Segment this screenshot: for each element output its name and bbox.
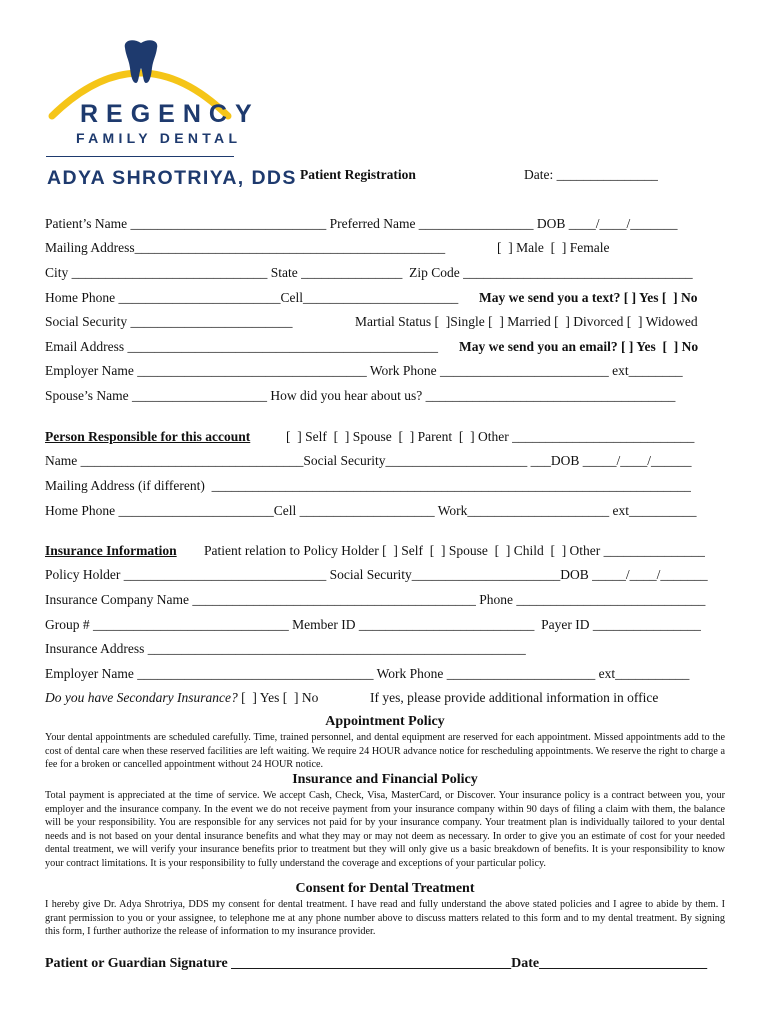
logo-name-line2: FAMILY DENTAL [76,130,242,146]
insurance-heading: Insurance Information [45,543,177,558]
email-consent-checkboxes[interactable]: May we send you an email? [ ] Yes [ ] No [459,339,699,354]
secondary-insurance-note: If yes, please provide additional information in office [370,690,659,705]
spouse-row[interactable]: Spouse’s Name ____________________ How did you hear about us? _____________________________________ [45,388,676,403]
tooth-icon [119,38,163,86]
logo-divider [46,156,234,157]
marital-status-checkboxes[interactable]: Martial Status [ ]Single [ ] Married [ ] Divorced [ ] Widowed [355,314,698,329]
responsible-heading: Person Responsible for this account [45,429,251,444]
responsible-name-row[interactable]: Name _________________________________Social Security_____________________ ___DOB _____/____/______ [45,453,692,468]
city-state-zip-row[interactable]: City _____________________________ State _______________ Zip Code __________________________________ [45,265,693,280]
appointment-policy-title: Appointment Policy [325,714,445,729]
appointment-policy-text: Your dental appointments are scheduled carefully. Time, trained personnel, and dental equipment are reserved for each appointment. Missed appointments add to the cost of dental care when these reserved facilities are left waiting. We require 24 HOUR advance notice for rescheduling appointments. We reserve the right to charge a fee for a broken or cancelled appointment without 24 HOUR notice. [45,732,725,770]
employer-row[interactable]: Employer Name __________________________________ Work Phone _________________________ ext________ [45,363,683,378]
secondary-insurance-row[interactable] [45,690,318,706]
insurance-company-row[interactable]: Insurance Company Name __________________________________________ Phone ____________________________ [45,592,706,607]
date-field[interactable]: Date: _______________ [524,167,658,182]
page-title: Patient Registration [300,167,416,182]
financial-policy-title: Insurance and Financial Policy [292,772,478,787]
secondary-insurance-question: Do you have Secondary Insurance? [45,690,238,705]
policy-holder-relation-checkboxes[interactable]: Patient relation to Policy Holder [ ] Self [ ] Spouse [ ] Child [ ] Other _______________ [204,543,705,558]
responsible-relation-checkboxes[interactable]: [ ] Self [ ] Spouse [ ] Parent [ ] Other ___________________________ [286,429,695,444]
gender-checkboxes[interactable]: [ ] Male [ ] Female [497,240,610,255]
email-field[interactable]: Email Address ______________________________________________ [45,339,438,354]
text-consent-checkboxes[interactable]: May we send you a text? [ ] Yes [ ] No [479,290,698,305]
phone-row[interactable]: Home Phone ________________________Cell_______________________ [45,290,459,305]
insurance-employer-row[interactable]: Employer Name ___________________________________ Work Phone ______________________ ext___________ [45,666,690,681]
patient-name-row[interactable]: Patient’s Name _____________________________ Preferred Name _________________ DOB ____/____/_______ [45,216,678,231]
signature-date-line[interactable]: Patient or Guardian Signature ________________________________________Date________________________ [45,956,708,971]
group-member-payer-row[interactable]: Group # _____________________________ Member ID __________________________ Payer ID ________________ [45,617,701,632]
logo-name-line1: REGENCY [80,100,260,128]
consent-title: Consent for Dental Treatment [295,881,475,896]
policy-holder-row[interactable]: Policy Holder ______________________________ Social Security______________________DOB _____/____/_______ [45,567,708,582]
doctor-name: ADYA SHROTRIYA, DDS [47,167,297,189]
responsible-address-row[interactable]: Mailing Address (if different) _______________________________________________________________________ [45,478,691,493]
insurance-address-row[interactable]: Insurance Address ________________________________________________________ [45,641,526,656]
responsible-phone-row[interactable]: Home Phone _______________________Cell ____________________ Work_____________________ ext__________ [45,503,697,518]
mailing-address-field[interactable]: Mailing Address______________________________________________ [45,240,446,255]
secondary-insurance-checkboxes[interactable]: [ ] Yes [ ] No [237,690,319,705]
social-security-field[interactable]: Social Security ________________________ [45,314,293,329]
consent-text: I hereby give Dr. Adya Shrotriya, DDS my consent for dental treatment. I have read and fully understand the above stated policies and I agree to abide by them. I grant permission to you or your assignee, to telephone me at any phone number above to discuss matters related to this form and to my dental treatment. By signing this form, I further authorize the release of information to my insurance provider. [45,899,725,937]
financial-policy-text: Total payment is appreciated at the time of service. We accept Cash, Check, Visa, MasterCard, or Discover. Your insurance policy is a contract between you, your employer and the insurance company. In the event we do not receive payment from your insurance company within 90 days of filing a claim with them, the balance will be your responsibility. You are responsible for any services not paid for by your insurance company. Your treatment plan is individually tailored to your dental needs and is not based on your dental insurance benefits and what they may or may not deem as necessary. In order to give you an estimate of cost for your needed dental treatment, we will verify your insurance benefits prior to treatment but they will only give us a basic breakdown of benefits. It is your responsibility to know your contract limitations. It is your responsibility to fully understand the coverage and exceptions of your particular policy. [45,790,725,869]
